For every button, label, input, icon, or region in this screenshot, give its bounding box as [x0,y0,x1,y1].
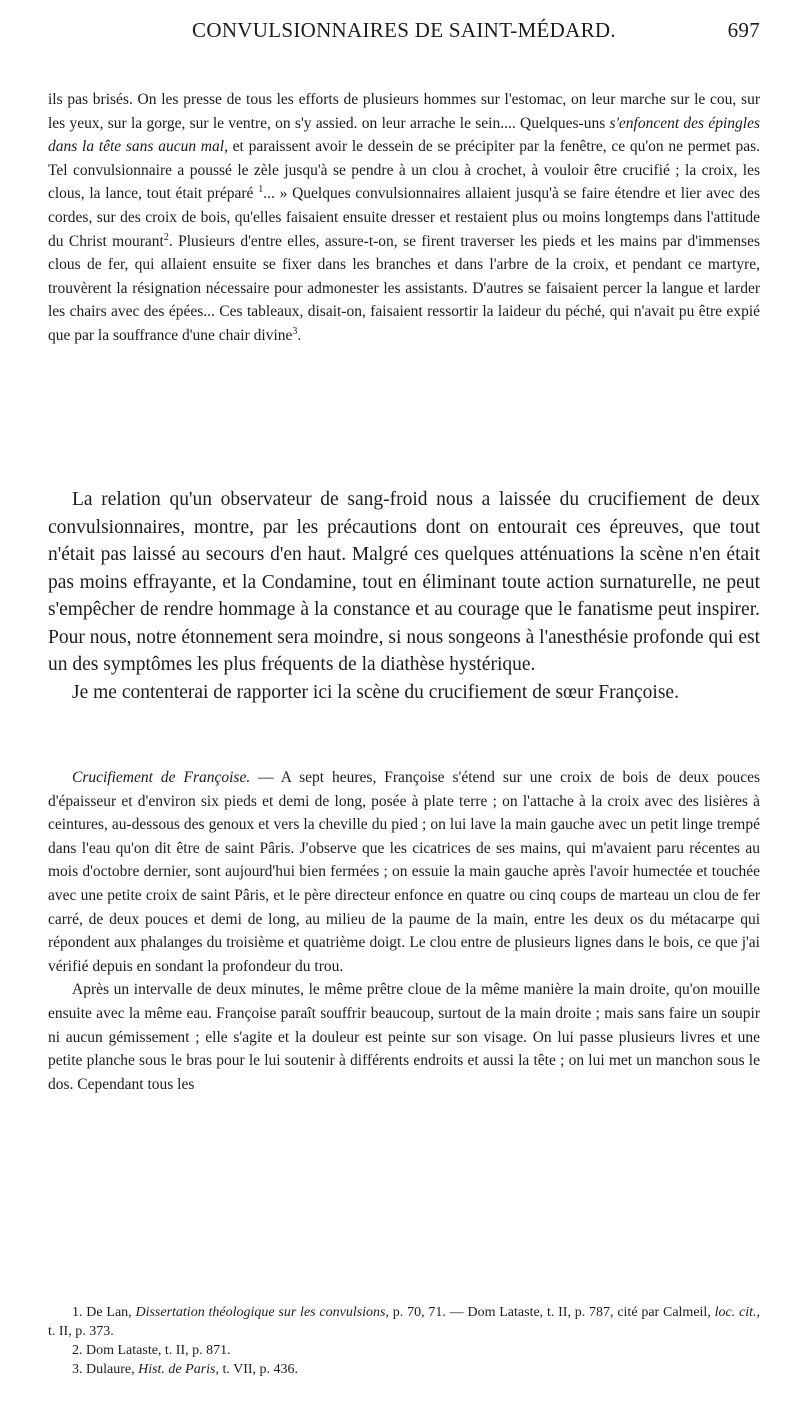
footnote-ref-1: 1 [258,184,264,196]
footnotes [48,1303,760,1379]
footnote-2: 2. Dom Lataste, t. II, p. 871. [72,1343,231,1358]
paragraph-convulsionnaires: ils pas brisés. On les presse de tous les efforts de plusieurs hommes sur l'estomac, on leur marche sur le cou, sur les yeux, sur la gorge, sur le ventre, on s'y assied. on leur arrache le sein.... Quelques-uns s'enfoncent des épingles dans la tête sans aucun mal, et paraissent avoir le dessein de se précipiter par la fenêtre, ce qu'on ne permet pas. Tel convulsionnaire a poussé le zèle jusqu'à se pendre à un clou à crochet, à vouloir être crucifié ; la croix, les clous, la lance, tout était préparé $^1$... » Quelques convulsionnaires allaient jusqu'à se faire étendre et lier avec des cordes, sur des croix de bois, qu'elles faisaient ensuite dresser et restaient plus ou moins longtemps dans l'attitude du Christ mourant$^2$. Plusieurs d'entre elles, assure-t-on, se firent traverser les pieds et les mains par d'immenses clous de fer, qui allaient ensuite se fixer dans les branches et dans l'arbre de la croix, et pendant ce martyre, trouvèrent la résignation nécessaire pour admonester les assistants. D'autres se faisaient percer la langue et larder les chairs avec des épées... Ces tableaux, disait-on, faisaient ressortir la laideur du péché, qui n'avait pu être expié que par la souffrance d'une chair divine$^3$. [48,91,761,344]
relation-text: La relation qu'un observateur de sang-froid nous a laissée du crucifiement de deux convulsionnaires, montre, par les précautions dont on entourait ces épreuves, que tout n'était pas laissé au secours d'en haut. Malgré ces quelques atténuations la scène n'en était pas moins effrayante, et la Condamine, tout en éliminant toute action surnaturelle, ne peut s'empêcher de rendre hommage à la constance et au courage que le fanatisme peut inspirer. Pour nous, notre étonnement sera moindre, si nous songeons à l'anesthésie profonde qui est un des symptômes les plus fréquents de la diathèse hystérique. [48,489,760,675]
relation-text-2: Je me contenterai de rapporter ici la scène du crucifiement de sœur Françoise. [72,681,679,703]
footnote-3: 3. Dulaure, Hist. de Paris, t. VII, p. 436. [72,1362,299,1377]
footnote-ref-3: 3 [292,325,298,337]
italic-phrase: s'enfoncent des épingles dans la tête sans aucun mal [48,114,760,156]
running-header [48,18,760,54]
running-title: CONVULSIONNAIRES DE SAINT-MÉDARD. [192,18,616,42]
section-heading: Crucifiement de Françoise. [72,769,251,786]
paragraph-relation [48,486,760,706]
page-number: 697 [727,18,760,42]
footnote-1: 1. De Lan, Dissertation théologique sur les convulsions, p. 70, 71. — Dom Lataste, t. II, p. 787, cité par Calmeil, loc. cit., t. II, p. 373. [48,1305,760,1339]
paragraph-crucifiement: Crucifiement de Françoise. — A sept heures, Françoise s'étend sur une croix de bois de deux pouces d'épaisseur et d'environ six pieds et demi de long, posée à plate terre ; on l'attache à la croix avec des lisières à ceintures, au-dessous des genoux et vers la cheville du pied ; on lui lave la main gauche avec un petit linge trempé dans l'eau qu'on dit être de saint Pâris. J'observe que les cicatrices de ses mains, qui m'avaient paru récentes au mois d'octobre dernier, sont aujourd'hui bien fermées ; on essuie la main gauche après l'avoir humectée et touchée avec une petite croix de saint Pâris, et le père directeur enfonce en quatre ou cinq coups de marteau un clou de fer carré, de deux pouces et demi de long, au milieu de la paume de la main, entre les deux os du métacarpe qui répondent aux phalanges du troisième et quatrième doigt. Le clou entre de plusieurs lignes dans le bois, ce que j'ai vérifié depuis en sondant la profondeur du trou. Après un intervalle de deux minutes, le même prêtre cloue de la même manière la main droite, qu'on mouille ensuite avec la même eau. Françoise paraît souffrir beaucoup, surtout de la main droite ; mais sans faire un soupir ni aucun gémissement ; elle s'agite et la douleur est peinte sur son visage. On lui passe plusieurs livres et une petite planche sous le bras pour le lui soutenir à différents endroits et aussi la tête ; on lui met un manchon sous le dos. Cependant tous les [48,766,760,1096]
crucifiement-text-2: Après un intervalle de deux minutes, le même prêtre cloue de la même manière la main droite, qu'on mouille ensuite avec la même eau. Françoise paraît souffrir beaucoup, surtout de la main droite ; mais sans faire un soupir ni aucun gémissement ; elle s'agite et la douleur est peinte sur son visage. On lui passe plusieurs livres et une petite planche sous le bras pour le lui soutenir à différents endroits et aussi la tête ; on lui met un manchon sous le dos. Cependant tous les [48,981,760,1093]
footnote-ref-2: 2 [163,231,169,243]
